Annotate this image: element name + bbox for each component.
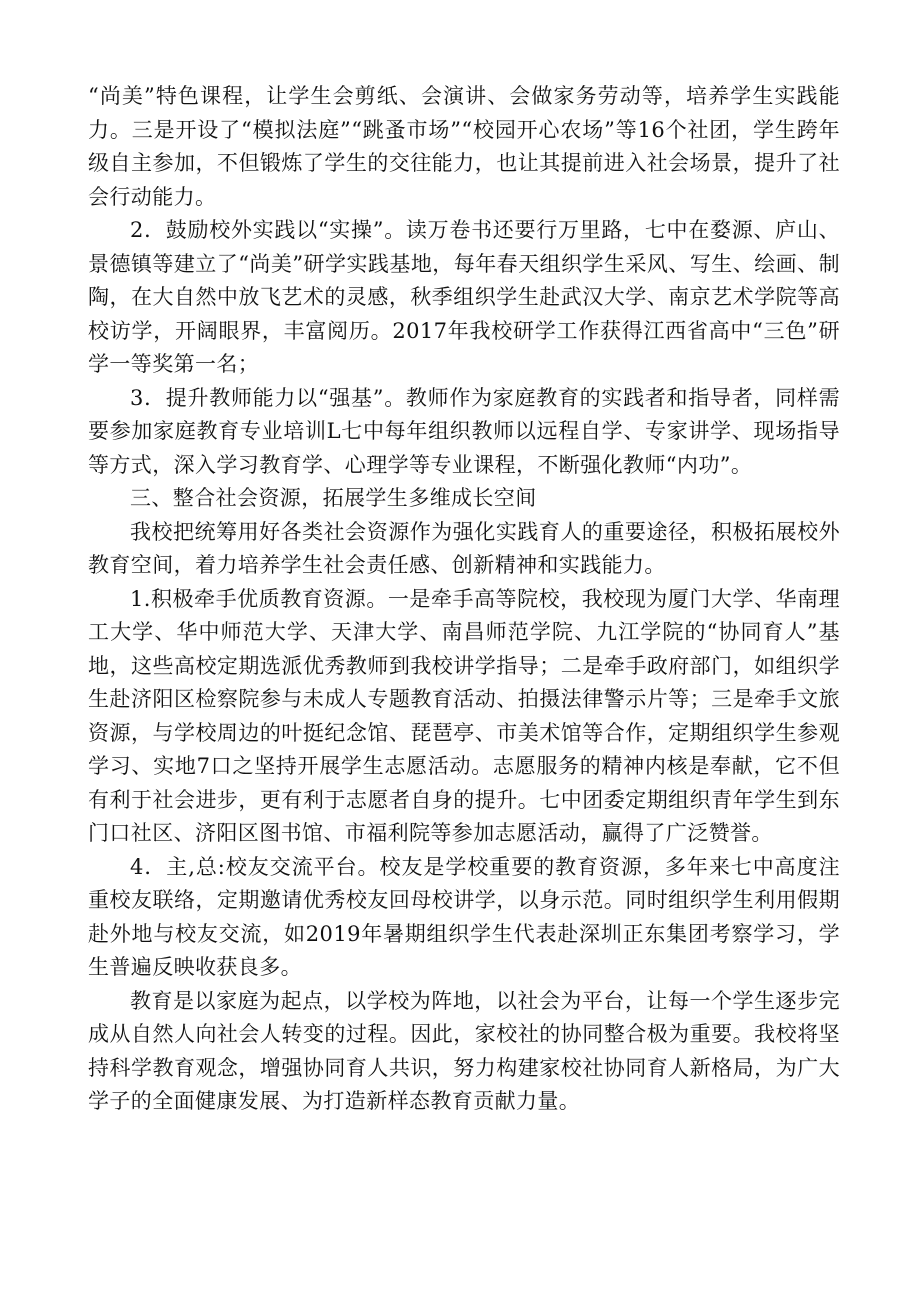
paragraph-5: 我校把统筹用好各类社会资源作为强化实践育人的重要途径，积极拓展校外教育空间，着力培养学生社会责任感、创新精神和实践能力。 — [88, 519, 840, 577]
paragraph-6: 1.积极牵手优质教育资源。一是牵手高等院校，我校现为厦门大学、华南理工大学、华中师范大学、天津大学、南昌师范学院、九江学院的“协同育人”基地，这些高校定期选派优秀教师到我校讲学指导；二是牵手政府部门，如组织学生赴济阳区检察院参与未成人专题教育活动、拍摄法律警示片等；三是牵手文旅资源，与学校周边的叶挺纪念馆、琵琶亭、市美术馆等合作，定期组织学生参观学习、实地7口之坚持开展学生志愿活动。志愿服务的精神内核是奉献，它不但有利于社会进步，更有利于志愿者自身的提升。七中团委定期组织青年学生到东门口社区、济阳区图书馆、市福利院等参加志愿活动，赢得了广泛赞誉。 — [88, 586, 840, 845]
paragraph-2: 2．鼓励校外实践以“实操”。读万卷书还要行万里路，七中在婺源、庐山、景德镇等建立了“尚美”研学实践基地，每年春天组织学生采风、写生、绘画、制陶，在大自然中放飞艺术的灵感，秋季组织学生赴武汉大学、南京艺术学院等高校访学，开阔眼界，丰富阅历。2017年我校研学工作获得江西省高中“三色”研学一等奖第一名； — [88, 218, 840, 376]
section-heading: 三、整合社会资源，拓展学生多维成长空间 — [130, 486, 537, 510]
paragraph-3: 3．提升教师能力以“强基”。教师作为家庭教育的实践者和指导者，同样需要参加家庭教育专业培训L七中每年组织教师以远程自学、专家讲学、现场指导等方式，深入学习教育学、心理学等专业课程，不断强化教师“内功”。 — [88, 385, 840, 477]
document-page — [88, 80, 840, 1119]
paragraph-7: 4．主,总:校友交流平台。校友是学校重要的教育资源，多年来七中高度注重校友联络，定期邀请优秀校友回母校讲学，以身示范。同时组织学生利用假期赴外地与校友交流，如2019年暑期组织学生代表赴深圳正东集团考察学习，学生普遍反映收获良多。 — [88, 854, 840, 979]
paragraph-8: 教育是以家庭为起点，以学校为阵地，以社会为平台，让每一个学生逐步完成从自然人向社会人转变的过程。因此，家校社的协同整合极为重要。我校将坚持科学教育观念，增强协同育人共识，努力构建家校社协同育人新格局，为广大学子的全面健康发展、为打造新样态教育贡献力量。 — [88, 988, 840, 1113]
paragraph-1: “尚美”特色课程，让学生会剪纸、会演讲、会做家务劳动等，培养学生实践能力。三是开设了“模拟法庭”“跳蚤市场”“校园开心农场”等16个社团，学生跨年级自主参加，不但锻炼了学生的交往能力，也让其提前进入社会场景，提升了社会行动能力。 — [88, 84, 840, 209]
